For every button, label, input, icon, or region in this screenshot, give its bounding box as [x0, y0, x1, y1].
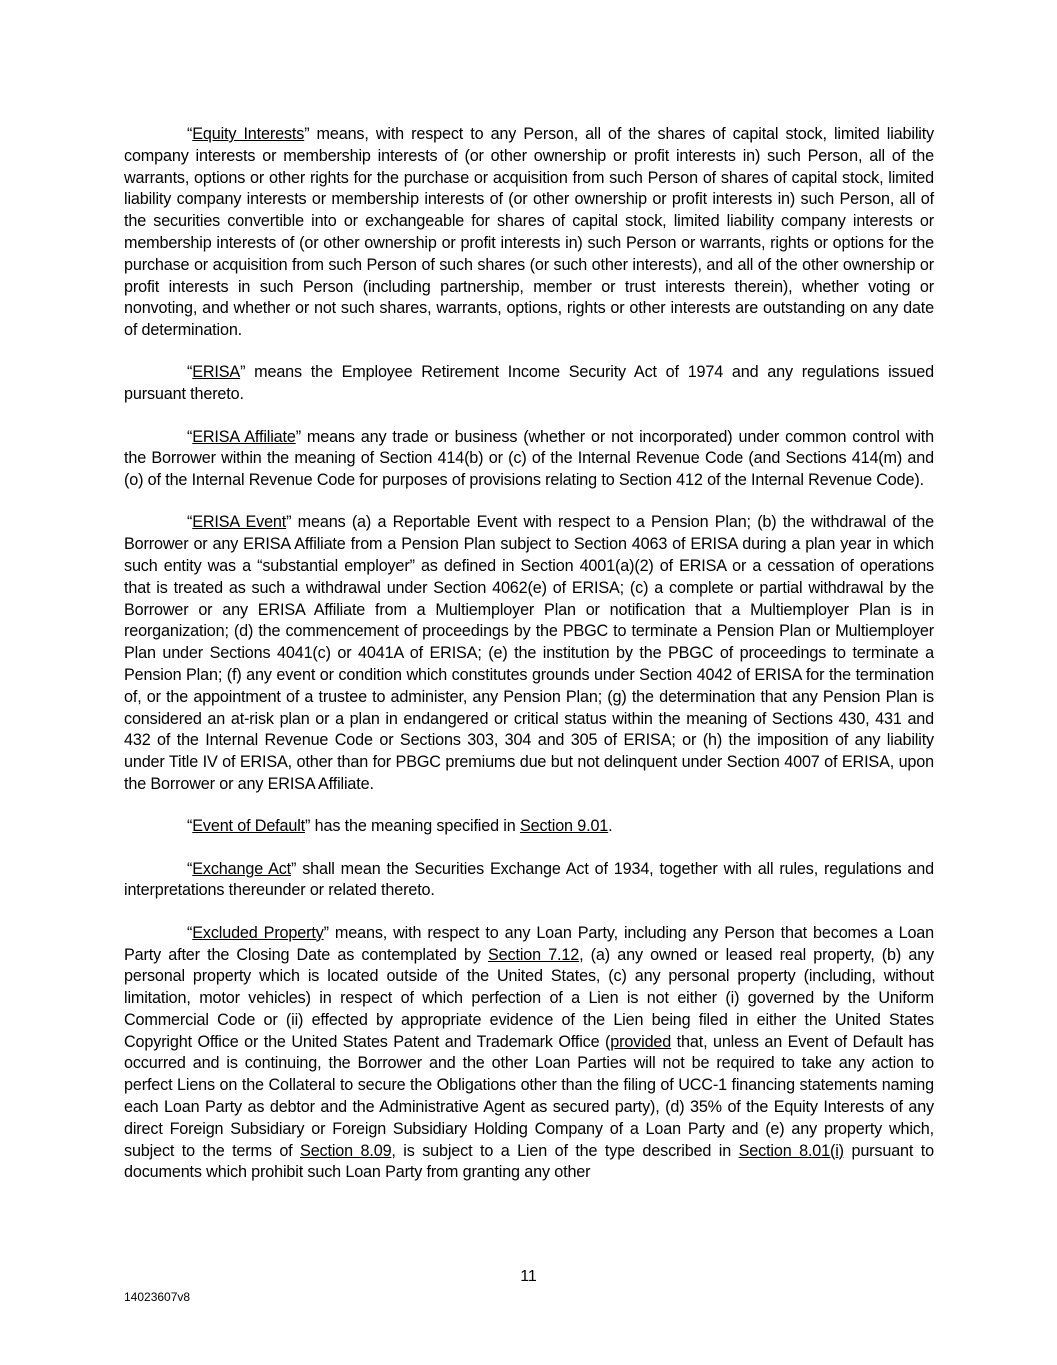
definition-erisa-affiliate: “ERISA Affiliate” means any trade or business (whether or not incorporated) under common control with the Borrower within the meaning of Section 414(b) or (c) of the Internal Revenue Code (and Sections 414(m) and (o) of the Internal Revenue Code for purposes of provisions relating to Section 412 of the Internal Revenue Code). [124, 427, 934, 490]
section-reference: Section 7.12 [488, 945, 580, 964]
defined-term: ERISA Event [192, 513, 287, 532]
definition-erisa: “ERISA” means the Employee Retirement Income Security Act of 1974 and any regulations issued pursuant thereto. [124, 363, 934, 404]
section-reference: Section 8.09 [300, 1141, 392, 1160]
defined-term: Exchange Act [192, 859, 292, 878]
defined-term: Equity Interests [192, 125, 305, 143]
definition-equity-interests: “Equity Interests” means, with respect to any Person, all of the shares of capital stock, limited liability company interests or membership interests of (or other ownership or profit interests in) such Person, all of the warrants, options or other rights for the purchase or acquisition from such Person of shares of capital stock, limited liability company interests or membership interests of (or other ownership or profit interests in) such Person, all of the securities convertible into or exchangeable for shares of capital stock, limited liability company interests or membership interests of (or other ownership or profit interests in) such Person or warrants, rights or options for the purchase or acquisition from such Person of such shares (or such other interests), and all of the other ownership or profit interests in such Person (including partnership, member or trust interests therein), whether voting or nonvoting, and whether or not such shares, warrants, options, rights or other interests are outstanding on any date of determination. [124, 125, 935, 340]
page-number: 11 [520, 1268, 537, 1285]
proviso-term: provided [610, 1032, 672, 1051]
defined-term: ERISA [192, 363, 241, 382]
document-id: 14023607v8 [124, 1290, 191, 1304]
defined-term: Excluded Property [192, 923, 324, 942]
definition-erisa-event: “ERISA Event” means (a) a Reportable Event with respect to a Pension Plan; (b) the withdrawal of the Borrower or any ERISA Affiliate from a Pension Plan subject to Section 4063 of ERISA during a plan year in which such entity was a “substantial employer” as defined in Section 4001(a)(2) of ERISA or a cessation of operations that is treated as such a withdrawal under Section 4062(e) of ERISA; (c) a complete or partial withdrawal by the Borrower or any ERISA Affiliate from a Multiemployer Plan or notification that a Multiemployer Plan is in reorganization; (d) the commencement of proceedings by the PBGC to terminate a Pension Plan or Multiemployer Plan under Sections 4041(c) or 4041A of ERISA; (e) the institution by the PBGC of proceedings to terminate a Pension Plan; (f) any event or condition which constitutes grounds under Section 4042 of ERISA for the termination of, or the appointment of a trustee to administer, any Pension Plan; (g) the determination that any Pension Plan is considered an at-risk plan or a plan in endangered or critical status within the meaning of Sections 430, 431 and 432 of the Internal Revenue Code or Sections 303, 304 and 305 of ERISA; or (h) the imposition of any liability under Title IV of ERISA, other than for PBGC premiums due but not delinquent under Section 4007 of ERISA, upon the Borrower or any ERISA Affiliate. [124, 513, 934, 794]
definition-exchange-act: “Exchange Act” shall mean the Securities Exchange Act of 1934, together with all rules, regulations and interpretations thereunder or related thereto. [124, 859, 934, 900]
definition-excluded-property: “Excluded Property” means, with respect to any Loan Party, including any Person that becomes a Loan Party after the Closing Date as contemplated by Section 7.12, (a) any owned or leased real property, (b) any personal property which is located outside of the United States, (c) any personal property (including, without limitation, motor vehicles) in respect of which perfection of a Lien is not either (i) governed by the Uniform Commercial Code or (ii) effected by appropriate evidence of the Lien being filed in either the United States Copyright Office or the United States Patent and Trademark Office (provided that, unless an Event of Default has occurred and is continuing, the Borrower and the other Loan Parties will not be required to take any action to perfect Liens on the Collateral to secure the Obligations other than the filing of UCC-1 financing statements naming each Loan Party as debtor and the Administrative Agent as secured party), (d) 35% of the Equity Interests of any direct Foreign Subsidiary or Foreign Subsidiary Holding Company of a Loan Party and (e) any property which, subject to the terms of Section 8.09, is subject to a Lien of the type described in Section 8.01(i) pursuant to documents which prohibit such Loan Party from granting any other [124, 923, 935, 1182]
document-body [124, 124, 934, 1205]
defined-term: ERISA Affiliate [192, 427, 296, 446]
defined-term: Event of Default [192, 817, 306, 836]
section-reference: Section 8.01(i) [738, 1141, 844, 1160]
section-reference: Section 9.01 [519, 817, 609, 836]
definition-event-of-default: “Event of Default” has the meaning specified in Section 9.01. [187, 817, 613, 836]
